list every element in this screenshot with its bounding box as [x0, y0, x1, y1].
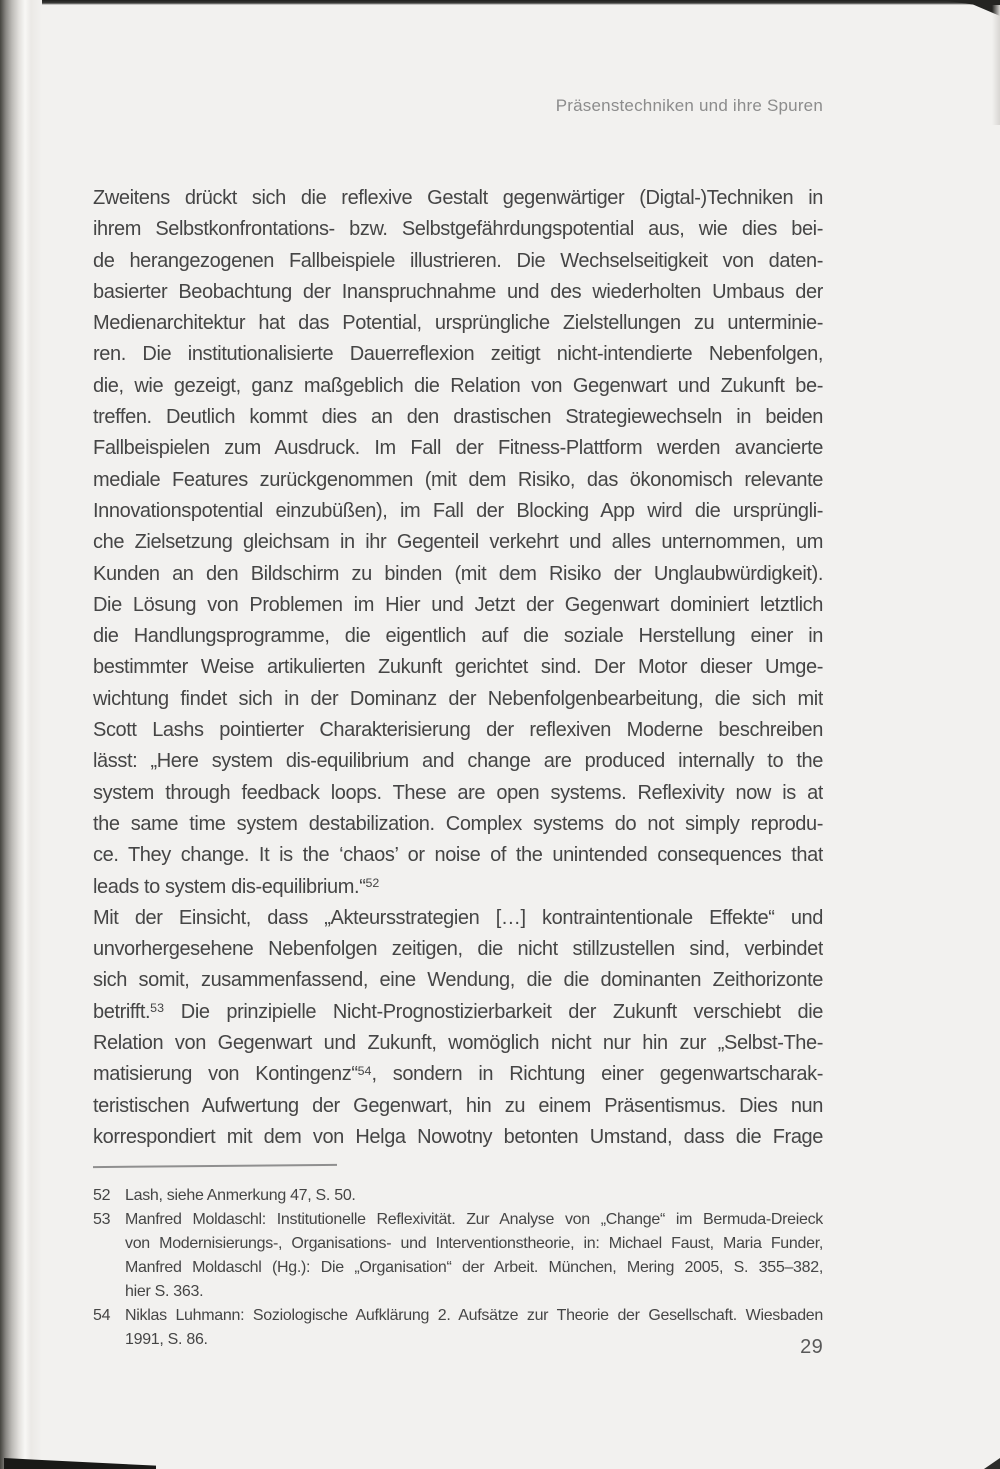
text-line: betrifft.$^{53}$ Die prinzipielle Nicht-Prognostizierbarkeit der Zukunft verschiebt die — [93, 1000, 823, 1023]
scan-edge-top — [0, 0, 1000, 5]
text-line: mediale Features zurückgenommen (mit dem Risiko, das ökonomisch relevante — [93, 468, 823, 491]
book-binding-shadow — [0, 0, 42, 1469]
footnote-ref: 54 — [357, 1063, 372, 1078]
text-line: sich somit, zusammenfassend, eine Wendung, die die dominanten Zeithorizonte — [93, 969, 823, 992]
text-line: bestimmter Weise artikulierten Zukunft gerichtet sind. Der Motor dieser Umge- — [93, 656, 823, 679]
text-line: lässt: „Here system dis-equilibrium and change are produced internally to the — [93, 750, 823, 773]
text-line: ihrem Selbstkonfrontations- bzw. Selbstgefährdungspotential aus, wie dies bei- — [93, 218, 823, 241]
text-line: de herangezogenen Fallbeispiele illustrieren. Die Wechselseitigkeit von daten- — [93, 249, 823, 272]
text-line: Mit der Einsicht, dass „Akteursstrategien […] kontraintentionale Effekte“ und — [93, 906, 823, 929]
footnotes — [93, 1184, 823, 1352]
text-line: matisierung von Kontingenz“$^{54}$, sondern in Richtung einer gegenwartscharak- — [93, 1063, 823, 1086]
footnote-ref: 53 — [150, 1001, 164, 1016]
footnote — [93, 1208, 823, 1304]
text-line: ce. They change. It is the ‘chaos’ or noise of the unintended consequences that — [93, 844, 823, 867]
text-line: ren. Die institutionalisierte Dauerreflexion zeitigt nicht-intendierte Nebenfolgen, — [93, 343, 823, 366]
footnote-text — [125, 1304, 823, 1352]
text-line: hier S. 363. — [125, 1283, 204, 1300]
page-number: 29 — [800, 1336, 823, 1358]
text-line: Manfred Moldaschl (Hg.): Die „Organisation“ der Arbeit. München, Mering 2005, S. 355–382, — [125, 1259, 823, 1276]
text-line: die, wie gezeigt, ganz maßgeblich die Relation von Gegenwart und Zukunft be- — [93, 374, 823, 397]
text-line: Innovationspotential einzubüßen), im Fall der Blocking App wird die ursprüngli- — [93, 499, 823, 522]
text-line: Relation von Gegenwart und Zukunft, womöglich nicht nur hin zur „Selbst-The- — [93, 1032, 823, 1055]
text-line: Manfred Moldaschl: Institutionelle Reflexivität. Zur Analyse von „Change“ im Bermuda-Dreieck — [125, 1211, 823, 1228]
text-line: basierter Beobachtung der Inanspruchnahme und des wiederholten Umbaus der — [93, 280, 823, 303]
footnote-text — [125, 1208, 823, 1304]
running-head: Präsenstechniken und ihre Spuren — [555, 96, 823, 115]
footnote-number: 54 — [93, 1307, 111, 1324]
text-line: die Handlungsprogramme, die eigentlich auf die soziale Herstellung einer in — [93, 625, 823, 648]
text-line: teristischen Aufwertung der Gegenwart, hin zu einem Präsentismus. Dies nun — [93, 1094, 823, 1117]
footnote-ref: 52 — [365, 875, 380, 890]
text-line: Medienarchitektur hat das Potential, ursprüngliche Zielstellungen zu unterminie- — [93, 312, 823, 335]
body-text — [93, 183, 823, 1153]
footnote-divider — [93, 1164, 337, 1168]
text-line: Die Lösung von Problemen im Hier und Jetzt der Gegenwart dominiert letztlich — [93, 593, 823, 616]
footnote-number: 53 — [93, 1211, 111, 1228]
page-edge-right — [992, 5, 1000, 125]
text-line: Niklas Luhmann: Soziologische Aufklärung 2. Aufsätze zur Theorie der Gesellschaft. Wiesbaden — [125, 1307, 823, 1324]
text-line: Fallbeispielen zum Ausdruck. Im Fall der Fitness-Plattform werden avancierte — [93, 437, 823, 460]
text-line: Kunden an den Bildschirm zu binden (mit dem Risiko der Unglaubwürdigkeit). — [93, 562, 823, 585]
text-line: Lash, siehe Anmerkung 47, S. 50. — [125, 1187, 356, 1204]
text-line: che Zielsetzung gleichsam in ihr Gegenteil verkehrt und alles unternommen, um — [93, 531, 823, 554]
text-line: wichtung findet sich in der Dominanz der Nebenfolgenbearbeitung, die sich mit — [93, 687, 823, 710]
footnote — [93, 1184, 823, 1208]
text-line: leads to system dis-equilibrium.“$^{52}$ — [93, 875, 380, 898]
footnote-text — [125, 1184, 823, 1208]
footnote-number: 52 — [93, 1187, 111, 1204]
text-line: 1991, S. 86. — [125, 1331, 208, 1348]
text-line: system through feedback loops. These are open systems. Reflexivity now is at — [93, 781, 823, 804]
text-line: Zweitens drückt sich die reflexive Gestalt gegenwärtiger (Digtal-)Techniken in — [93, 187, 823, 209]
scan-edge-bottom-right — [984, 1458, 1000, 1469]
footnote — [93, 1304, 823, 1352]
text-line: von Modernisierungs-, Organisations- und Interventionstheorie, in: Michael Faust, Maria Funder, — [125, 1235, 823, 1252]
text-line: unvorhergesehene Nebenfolgen zeitigen, die nicht stillzustellen sind, verbindet — [93, 938, 823, 961]
text-line: treffen. Deutlich kommt dies an den drastischen Strategiewechseln in beiden — [93, 406, 823, 429]
text-line: korrespondiert mit dem von Helga Nowotny betonten Umstand, dass die Frage — [93, 1125, 823, 1148]
text-line: the same time system destabilization. Complex systems do not simply reprodu- — [93, 812, 823, 835]
text-line: Scott Lashs pointierter Charakterisierung der reflexiven Moderne beschreiben — [93, 719, 823, 742]
